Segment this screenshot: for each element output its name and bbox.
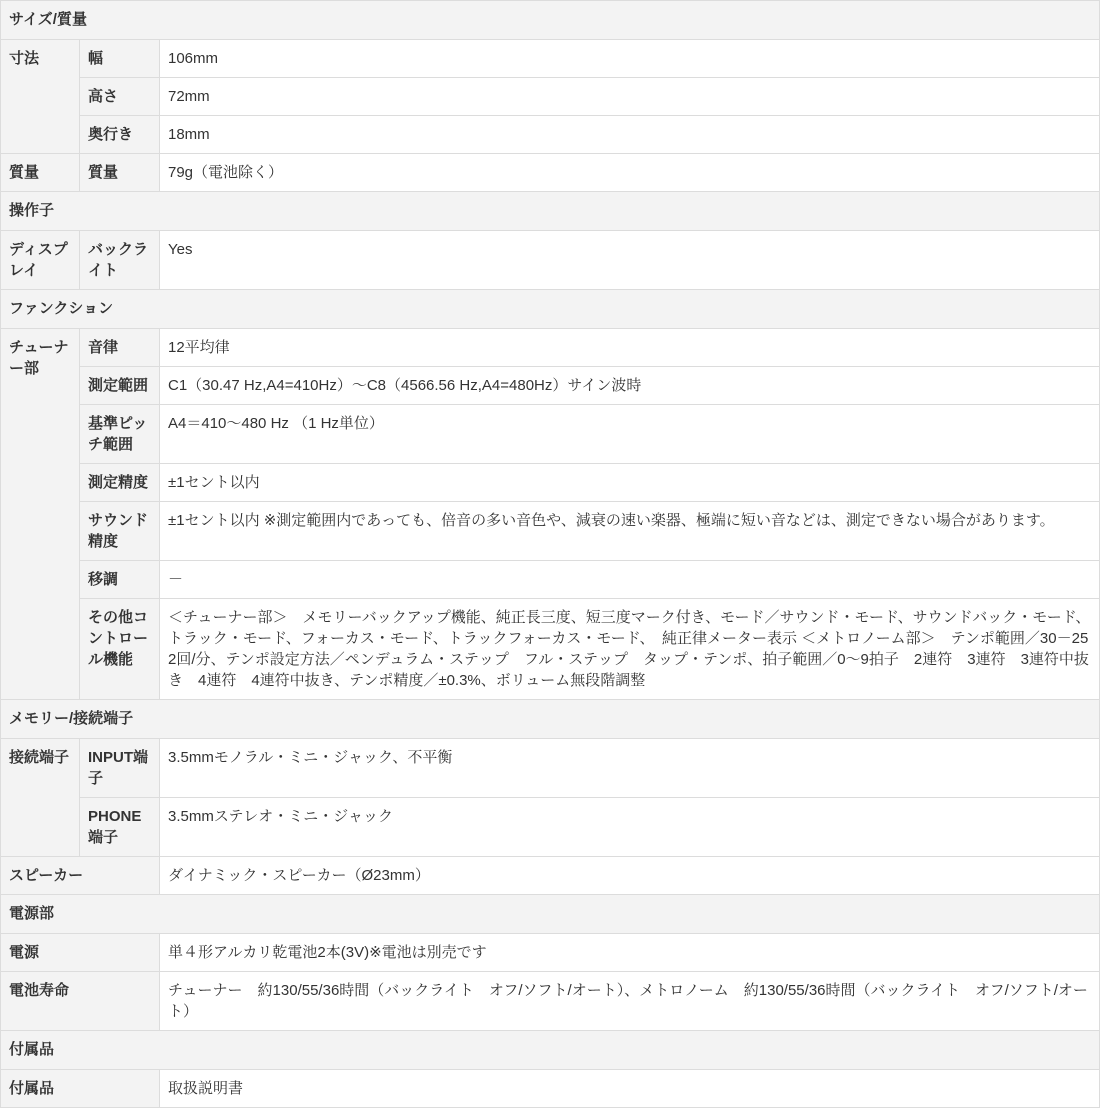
table-row [1,934,1100,972]
spec-value: － [160,561,1100,599]
table-row [1,329,1100,367]
category-label: 付属品 [1,1070,160,1108]
section-row [1,192,1100,231]
spec-value: ダイナミック・スピーカー（Ø23mm） [160,857,1100,895]
table-row [1,464,1100,502]
spec-label: 奥行き [80,116,160,154]
spec-value: 3.5mmモノラル・ミニ・ジャック、不平衡 [160,739,1100,798]
table-row [1,857,1100,895]
table-row [1,972,1100,1031]
table-row [1,561,1100,599]
spec-label: 測定範囲 [80,367,160,405]
spec-value: ±1セント以内 [160,464,1100,502]
section-title: ファンクション [1,290,1100,329]
section-title: サイズ/質量 [1,1,1100,40]
section-title: 操作子 [1,192,1100,231]
category-label: 電源 [1,934,160,972]
category-label: 寸法 [1,40,80,154]
table-row [1,599,1100,700]
spec-value: C1（30.47 Hz,A4=410Hz）～C8（4566.56 Hz,A4=480Hz）サイン波時 [160,367,1100,405]
category-label: チューナー部 [1,329,80,700]
table-row [1,1070,1100,1108]
category-label: スピーカー [1,857,160,895]
spec-value: チューナー 約130/55/36時間（バックライト オフ/ソフト/オート）、メトロノーム 約130/55/36時間（バックライト オフ/ソフト/オート） [160,972,1100,1031]
section-title: 電源部 [1,895,1100,934]
spec-value: ＜チューナー部＞ メモリーバックアップ機能、純正長三度、短三度マーク付き、モード／サウンド・モード、サウンドバック・モード、トラック・モード、フォーカス・モード、トラックフォーカス・モード、 純正律メーター表示 ＜メトロノーム部＞ テンポ範囲／30－252回/分、テンポ設定方法／ペンデュラム・ステップ フル・ステップ タップ・テンポ、拍子範囲／0～9拍子 2連符 3連符 3連符中抜き 4連符 4連符中抜き、テンポ精度／±0.3%、ボリューム無段階調整 [160,599,1100,700]
spec-label: 高さ [80,78,160,116]
spec-value: 取扱説明書 [160,1070,1100,1108]
table-row [1,739,1100,798]
category-label: 質量 [1,154,80,192]
category-label: ディスプレイ [1,231,80,290]
spec-value: Yes [160,231,1100,290]
section-row [1,290,1100,329]
table-row [1,78,1100,116]
spec-label: サウンド精度 [80,502,160,561]
table-row [1,502,1100,561]
spec-value: 単４形アルカリ乾電池2本(3V)※電池は別売です [160,934,1100,972]
table-row [1,231,1100,290]
spec-value: 106mm [160,40,1100,78]
spec-value: 3.5mmステレオ・ミニ・ジャック [160,798,1100,857]
spec-value: 79g（電池除く） [160,154,1100,192]
category-label: 接続端子 [1,739,80,857]
category-label: 電池寿命 [1,972,160,1031]
section-title: メモリー/接続端子 [1,700,1100,739]
table-row [1,405,1100,464]
spec-label: INPUT端子 [80,739,160,798]
table-row [1,798,1100,857]
spec-label: 基準ピッチ範囲 [80,405,160,464]
table-row [1,154,1100,192]
table-row [1,116,1100,154]
spec-value: A4＝410～480 Hz （1 Hz単位） [160,405,1100,464]
table-row [1,367,1100,405]
spec-label: その他コントロール機能 [80,599,160,700]
spec-value: 72mm [160,78,1100,116]
spec-label: 幅 [80,40,160,78]
table-row [1,40,1100,78]
section-title: 付属品 [1,1031,1100,1070]
section-row [1,895,1100,934]
spec-label: バックライト [80,231,160,290]
spec-value: 18mm [160,116,1100,154]
spec-label: 質量 [80,154,160,192]
section-row [1,700,1100,739]
spec-label: 音律 [80,329,160,367]
spec-label: PHONE端子 [80,798,160,857]
spec-value: ±1セント以内 ※測定範囲内であっても、倍音の多い音色や、減衰の速い楽器、極端に短い音などは、測定できない場合があります。 [160,502,1100,561]
section-row [1,1,1100,40]
section-row [1,1031,1100,1070]
spec-label: 移調 [80,561,160,599]
spec-value: 12平均律 [160,329,1100,367]
spec-label: 測定精度 [80,464,160,502]
